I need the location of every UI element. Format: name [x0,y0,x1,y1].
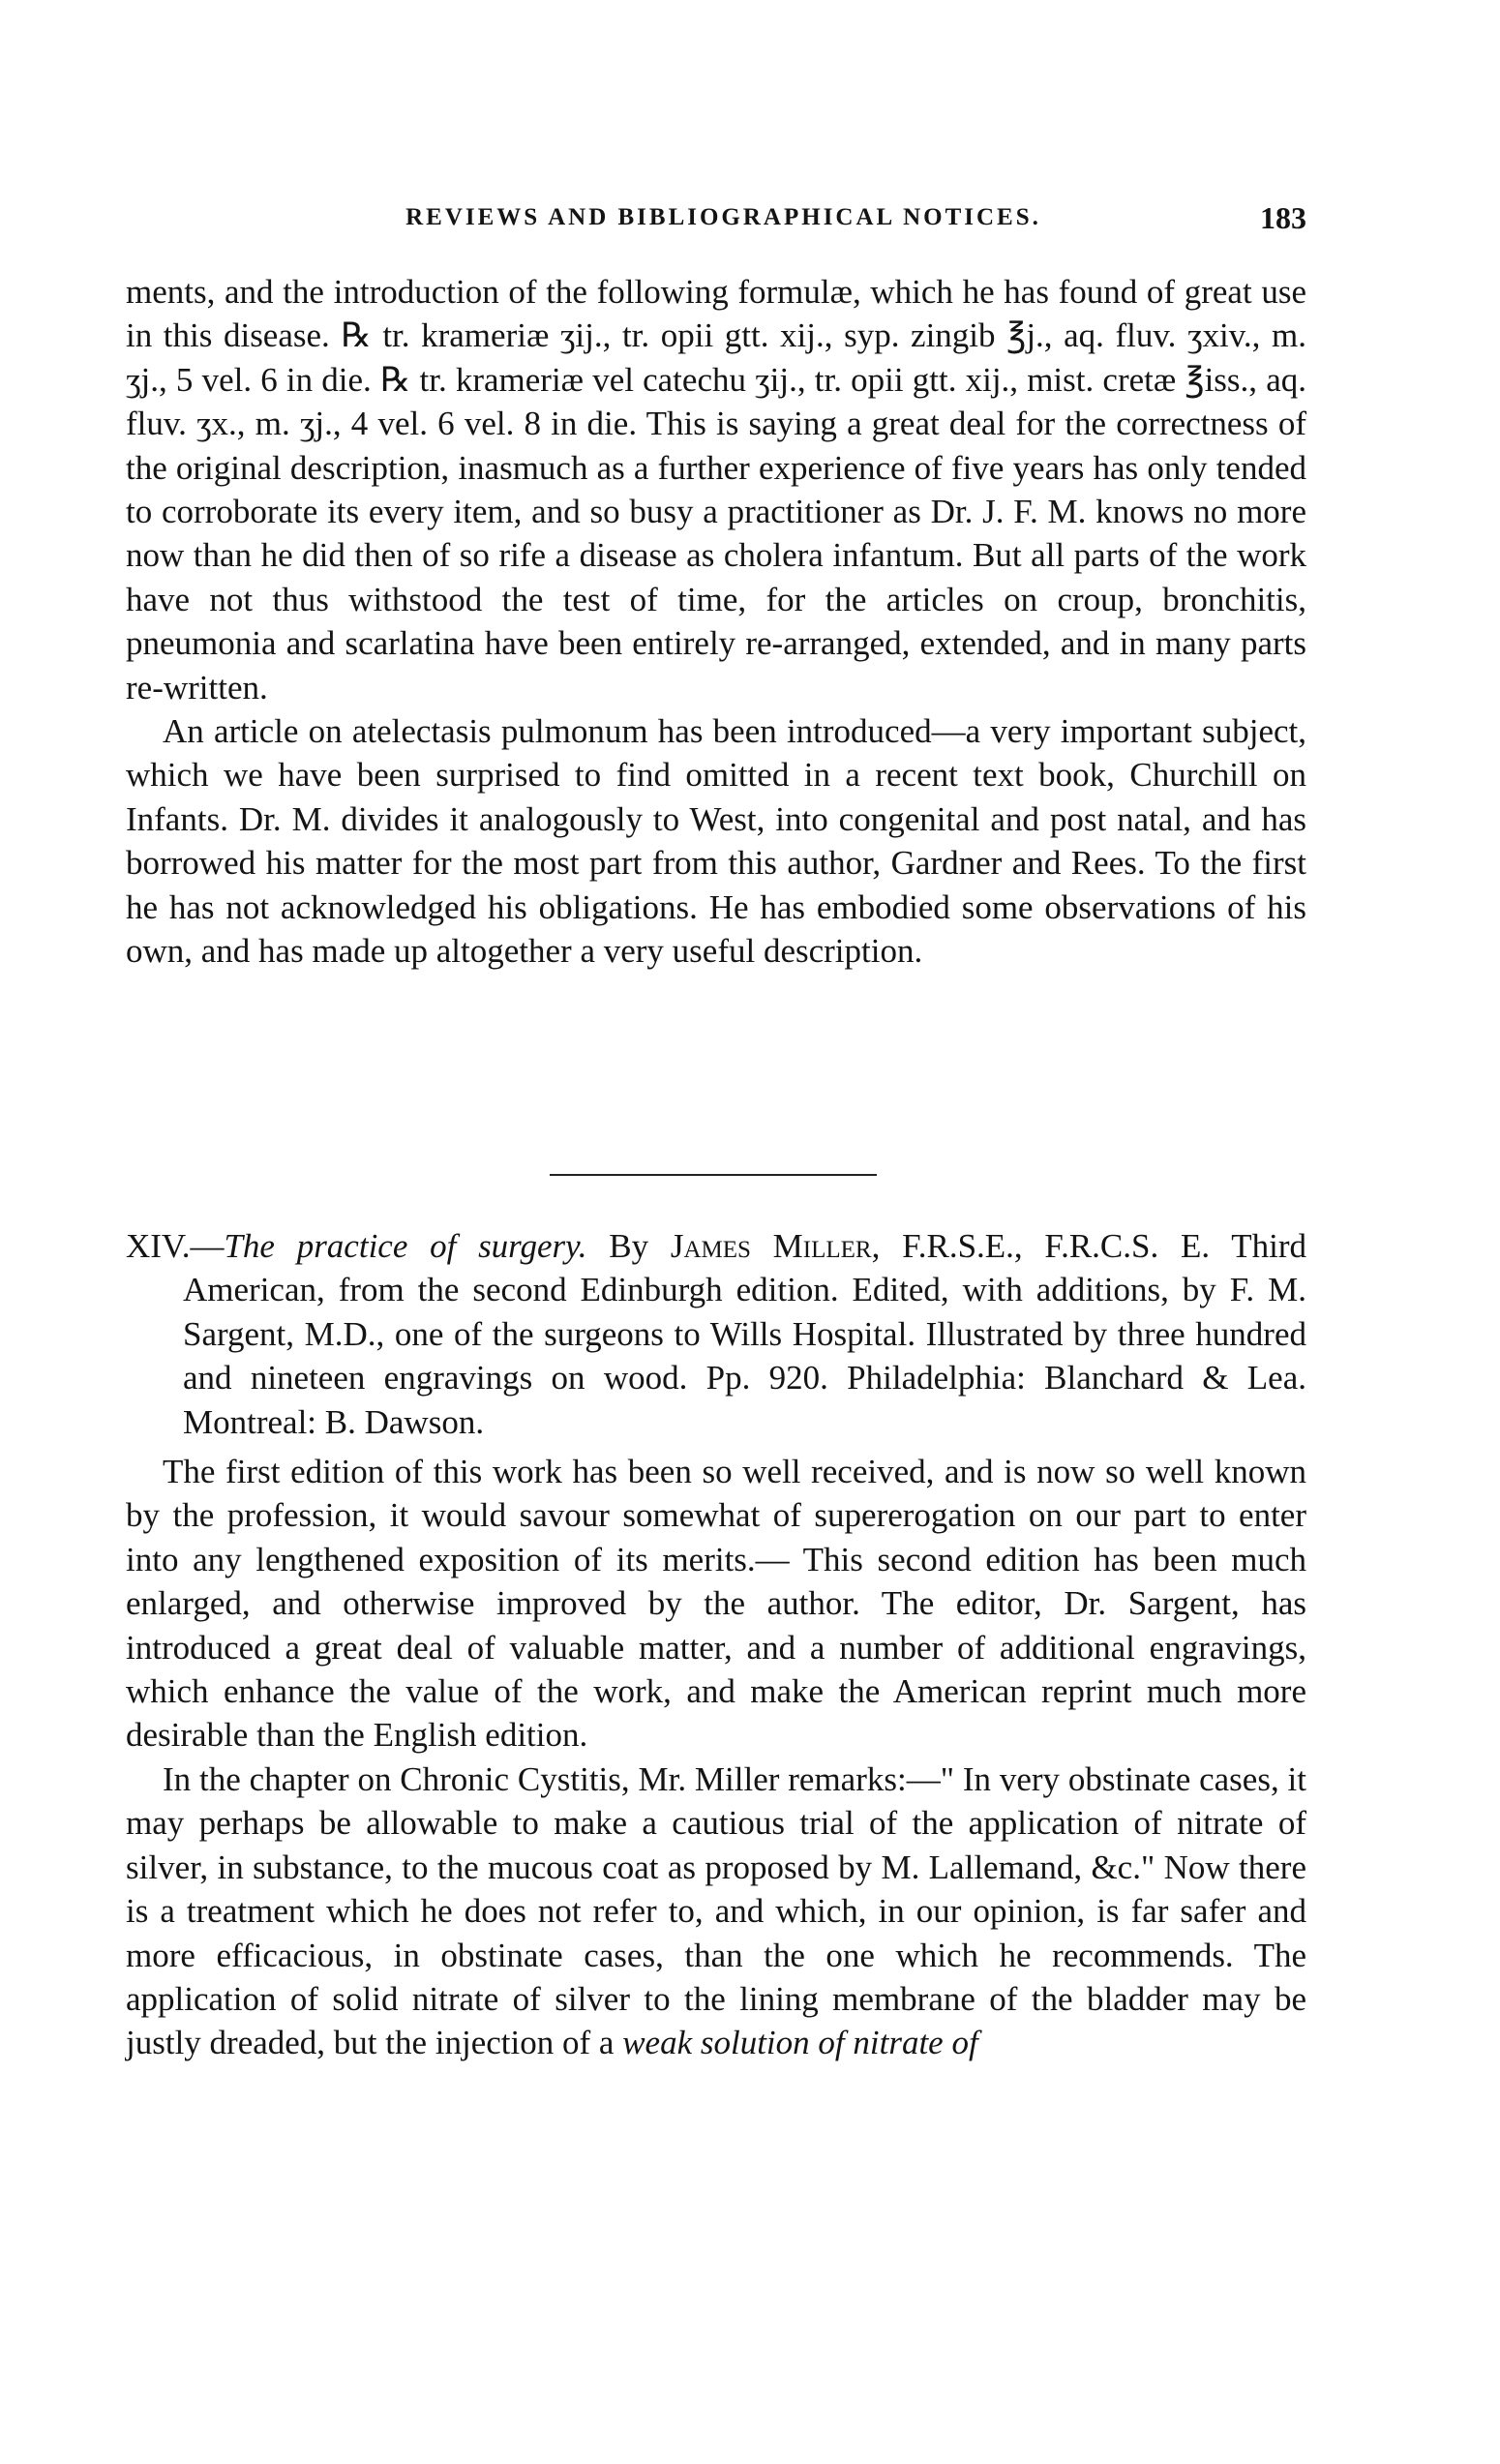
review-section [126,1224,1306,2065]
running-title: REVIEWS AND BIBLIOGRAPHICAL NOTICES. [405,204,1041,230]
entry-author: James Miller [670,1227,872,1265]
text-block-top [126,270,1306,974]
paragraph-text: In the chapter on Chronic Cystitis, Mr. Miller remarks:—" In very obstinate cases, it may perhaps be allowable to make a cautious trial of the application of nitrate of silver, in substance, to the mucous coat as proposed by M. Lallemand, &c." Now there is a treatment which he does not refer to, and which, in our opinion, is far safer and more efficacious, in obstinate cases, than the one which he recommends. The application of solid nitrate of silver to the lining membrane of the bladder may be justly dreaded, but the injection of a [126,1759,1306,2062]
paragraph-italic-tail: weak solution of nitrate of [622,2024,978,2062]
paragraph: An article on atelectasis pulmonum has been introduced—a very important subject, which we have been surprised to find omitted in a recent text book, Churchill on Infants. Dr. M. divides it analogously to West, into congenital and post natal, and has borrowed his matter for the most part from this author, Gardner and Rees. To the first he has not acknowledged his obligations. He has embodied some observations of his own, and has made up altogether a very useful description. [126,712,1306,971]
bibliographic-entry [126,1224,1306,1444]
entry-title: The practice of surgery. [224,1227,587,1265]
entry-number: XIV.— [126,1227,225,1265]
running-head [126,194,1321,242]
entry-details: , F.R.S.E., F.R.C.S. E. Third American, from the second Edinburgh edition. Edited, with additions, by F. M. Sargent, M.D., one of the surgeons to Wills Hospital. Illustrated by three hundred and nineteen engravings on wood. Pp. 920. Philadelphia: Blanchard & Lea. Montreal: B. Dawson. [183,1227,1306,1441]
entry-by: By [586,1227,671,1265]
paragraph [126,1758,1306,2065]
paragraph: ments, and the introduction of the following formulæ, which he has found of great use in this disease. ℞ tr. krameriæ ʒij., tr. opii gtt. xij., syp. zingib ℥j., aq. fluv. ʒxiv., m. ʒj., 5 vel. 6 in die. ℞ tr. krameriæ vel catechu ʒij., tr. opii gtt. xij., mist. cretæ ℥iss., aq. fluv. ʒx., m. ʒj., 4 vel. 6 vel. 8 in die. This is saying a great deal for the correctness of the original description, inasmuch as a further experience of five years has only tended to corroborate its every item, and so busy a practitioner as Dr. J. F. M. knows no more now than he did then of so rife a disease as cholera infantum. But all parts of the work have not thus withstood the test of time, for the articles on croup, bronchitis, pneumonia and scarlatina have been entirely re-arranged, extended, and in many parts re-written. [126,273,1306,706]
page-number: 183 [1260,200,1306,235]
review-body [126,1450,1306,2065]
paragraph: The first edition of this work has been so well received, and is now so well known by the profession, it would savour somewhat of supererogation on our part to enter into any lengthened exposition of its merits.— This second edition has been much enlarged, and otherwise improved by the author. The editor, Dr. Sargent, has introduced a great deal of valuable matter, and a number of additional engravings, which enhance the value of the work, and make the American reprint much more desirable than the English edition. [126,1453,1306,1755]
section-separator [550,1174,877,1176]
